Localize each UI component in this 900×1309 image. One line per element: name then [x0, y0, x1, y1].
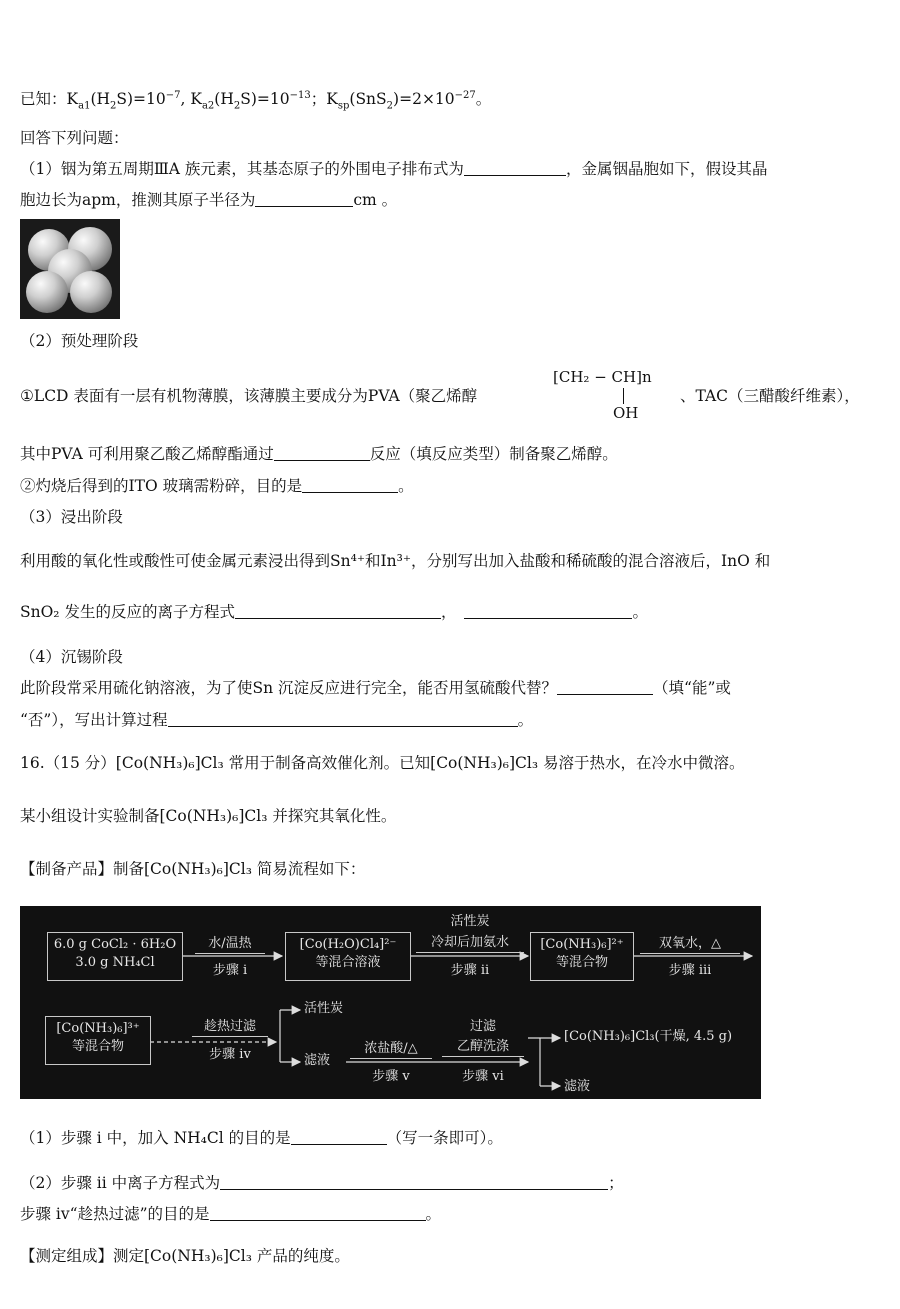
q2-title: （2）预处理阶段	[20, 332, 139, 350]
flow-arrow5-step: 步骤 v	[372, 1069, 410, 1084]
pva-structural-formula	[553, 368, 683, 430]
flow-box-co-nh3-2plus	[530, 932, 634, 981]
flow-arrow3-top: 双氧水，△	[640, 935, 740, 954]
q2-item2-text-a: ②灼烧后得到的ITO 玻璃需粉碎，目的是	[20, 477, 303, 495]
ksp-exp: −27	[454, 90, 476, 101]
q2-blank-reaction-type[interactable]	[274, 444, 370, 461]
flow-box3-line2: 等混合物	[555, 955, 608, 970]
q16-blank-nh4cl-purpose[interactable]	[291, 1128, 387, 1145]
q16-sub2-text-a: （2）步骤 ii 中离子方程式为	[20, 1174, 221, 1192]
q1-blank-radius[interactable]	[255, 190, 353, 207]
q1-blank-electron-config[interactable]	[464, 159, 566, 176]
q4-line2-text-a: “否”），写出计算过程	[20, 711, 168, 729]
q3-line1: 利用酸的氧化性或酸性可使金属元素浸出得到Sn⁴⁺和In³⁺，分别写出加入盐酸和稀硫酸的混合溶液后，InO 和	[20, 552, 771, 570]
answer-prompt: 回答下列问题：	[20, 129, 129, 147]
q2-item1-b: 、TAC（三醋酸纤维素），	[680, 387, 860, 405]
flow-arrow6-top1: 过滤	[469, 1019, 496, 1034]
q2-item2	[20, 475, 414, 497]
flow-arrow6-top2: 乙醇洗涤	[442, 1038, 524, 1057]
known-prefix: 已知：	[20, 90, 67, 109]
q16-intro-b: 某小组设计实验制备[Co(NH₃)₆]Cl₃ 并探究其氧化性。	[20, 807, 397, 825]
ksp-paren: (SnS	[349, 90, 387, 109]
flow-box-reagents	[47, 932, 183, 981]
q2-item1-c-text-b: 反应（填反应类型）制备聚乙烯醇。	[369, 445, 618, 463]
q16-sub1	[20, 1127, 503, 1149]
ka1-h2s-sub: 2	[110, 100, 117, 112]
flow-arrow2-step: 步骤 ii	[450, 963, 490, 978]
q1-line1-text-b: ，金属铟晶胞如下，假设其晶	[565, 160, 768, 178]
q4-line2-end: 。	[517, 711, 534, 729]
q16-intro-a: 16.（15 分）[Co(NH₃)₆]Cl₃ 常用于制备高效催化剂。已知[Co(NH₃)₆]Cl₃ 易溶于热水，在冷水中微溶。	[20, 754, 745, 772]
q4-line2	[20, 709, 533, 731]
q1-line1-text-a: （1）铟为第五周期ⅢA 族元素，其基态原子的外围电子排布式为	[20, 160, 464, 178]
ka1-exp: −7	[165, 90, 181, 101]
q2-item1-text-a: ①LCD 表面有一层有机物薄膜，该薄膜主要成分为PVA（聚乙烯醇	[20, 387, 478, 405]
q16-measure-heading: 【测定组成】测定[Co(NH₃)₆]Cl₃ 产品的纯度。	[20, 1247, 350, 1265]
flow-arrow1-step: 步骤 i	[212, 963, 248, 978]
pva-oh: OH	[613, 404, 639, 422]
q16-sub2-text-b: ；	[608, 1174, 624, 1192]
flow-box3-line1: [Co(NH₃)₆]²⁺	[540, 937, 624, 952]
ksp-sns2-sub: 2	[386, 100, 394, 112]
flow-product: [Co(NH₃)₆]Cl₃(干燥, 4.5 g)	[564, 1029, 733, 1044]
q3-line2-comma: ，	[440, 603, 457, 621]
q2-item1-c	[20, 443, 618, 465]
flow-arrow4-step: 步骤 iv	[209, 1047, 251, 1062]
q16-sub1-text-a: （1）步骤 i 中，加入 NH₄Cl 的目的是	[20, 1129, 291, 1147]
q2-item1-a	[20, 385, 477, 407]
q16-prep-heading: 【制备产品】制备[Co(NH₃)₆]Cl₃ 简易流程如下：	[20, 860, 366, 878]
flow-box4-line1: [Co(NH₃)₆]³⁺	[56, 1021, 140, 1036]
ka1-symbol: K	[66, 90, 79, 109]
flow-arrow4-top: 趁热过滤	[192, 1018, 268, 1037]
q2-item1-c-text-a: 其中PVA 可利用聚乙酸乙烯醇酯通过	[20, 445, 274, 463]
q4-line1-text-b: （填“能”或	[653, 679, 731, 697]
indium-unit-cell-image	[20, 219, 120, 319]
flow-box2-line2: 等混合溶液	[315, 955, 381, 970]
q4-line1-text-a: 此阶段常采用硫化钠溶液，为了使Sn 沉淀反应进行完全，能否用氢硫酸代替？	[20, 679, 558, 697]
q16-sub1-text-b: （写一条即可）。	[386, 1129, 503, 1147]
ka2-symbol: , K	[180, 90, 202, 109]
flow-box2-line1: [Co(H₂O)Cl₄]²⁻	[299, 937, 397, 952]
ka1-paren: (H	[90, 90, 111, 109]
flow-activated-carbon: 活性炭	[304, 1001, 344, 1016]
pva-bond	[623, 388, 624, 404]
q16-sub2	[20, 1172, 624, 1194]
flow-box4-line2: 等混合物	[71, 1039, 124, 1054]
q3-blank-equation-1[interactable]	[235, 602, 441, 619]
flow-box-co-h2o-cl4	[285, 932, 411, 981]
known-end: 。	[475, 90, 492, 109]
q2-item2-text-b: 。	[398, 477, 414, 495]
q4-blank-yes-no[interactable]	[557, 678, 653, 695]
flow-filtrate-1: 滤液	[304, 1053, 331, 1068]
q3-title: （3）浸出阶段	[20, 508, 123, 526]
q1-line2	[20, 189, 397, 211]
ka1-sub: a1	[78, 100, 91, 112]
flow-arrow3-step: 步骤 iii	[668, 963, 712, 978]
q16-blank-ionic-equation[interactable]	[220, 1173, 608, 1190]
pva-formula-top: [CH₂ − CH]n	[553, 368, 652, 386]
flow-arrow5-top: 浓盐酸/△	[350, 1040, 432, 1059]
q16-sub2-c-text-b: 。	[425, 1205, 442, 1223]
q4-line1	[20, 677, 731, 699]
q3-blank-equation-2[interactable]	[464, 602, 632, 619]
flow-arrow1-top: 水/温热	[195, 935, 265, 954]
flow-box1-line2: 3.0 g NH₄Cl	[75, 955, 155, 970]
flow-arrow6-step: 步骤 vi	[462, 1069, 504, 1084]
q16-sub2-c	[20, 1203, 441, 1225]
ka2-exp: −13	[289, 90, 311, 101]
q4-title: （4）沉锡阶段	[20, 648, 123, 666]
ka1-value: S)=10	[116, 90, 166, 109]
ka2-h2s-sub: 2	[233, 100, 241, 112]
ka2-paren: (H	[214, 90, 234, 109]
ka2-sub: a2	[201, 100, 215, 112]
q16-blank-hot-filtration[interactable]	[210, 1204, 426, 1221]
known-constants	[20, 85, 491, 117]
flow-filtrate-2: 滤液	[564, 1079, 591, 1094]
ksp-symbol: ；K	[310, 90, 338, 109]
preparation-flowchart	[20, 906, 761, 1099]
flow-arrow2-top2: 冷却后加氨水	[416, 934, 524, 953]
q4-blank-calculation[interactable]	[168, 710, 518, 727]
flow-box-co-nh3-3plus	[45, 1016, 151, 1065]
q1-line1	[20, 158, 767, 180]
flow-arrow2-top1: 活性炭	[450, 914, 490, 929]
q3-line2-text-a: SnO₂ 发生的反应的离子方程式	[20, 603, 235, 621]
q1-line2-text-a: 胞边长为apm，推测其原子半径为	[20, 191, 256, 209]
ksp-sub: sp	[337, 100, 350, 112]
q3-line2-end: 。	[632, 603, 648, 621]
ka2-value: S)=10	[240, 90, 290, 109]
flow-box1-line1: 6.0 g CoCl₂ · 6H₂O	[53, 937, 177, 952]
q3-line2	[20, 601, 648, 623]
q2-blank-purpose[interactable]	[302, 476, 398, 493]
q16-sub2-c-text-a: 步骤 iv“趁热过滤”的目的是	[20, 1205, 210, 1223]
ksp-value: )=2×10	[393, 90, 455, 109]
q1-line2-text-b: cm 。	[353, 191, 398, 209]
